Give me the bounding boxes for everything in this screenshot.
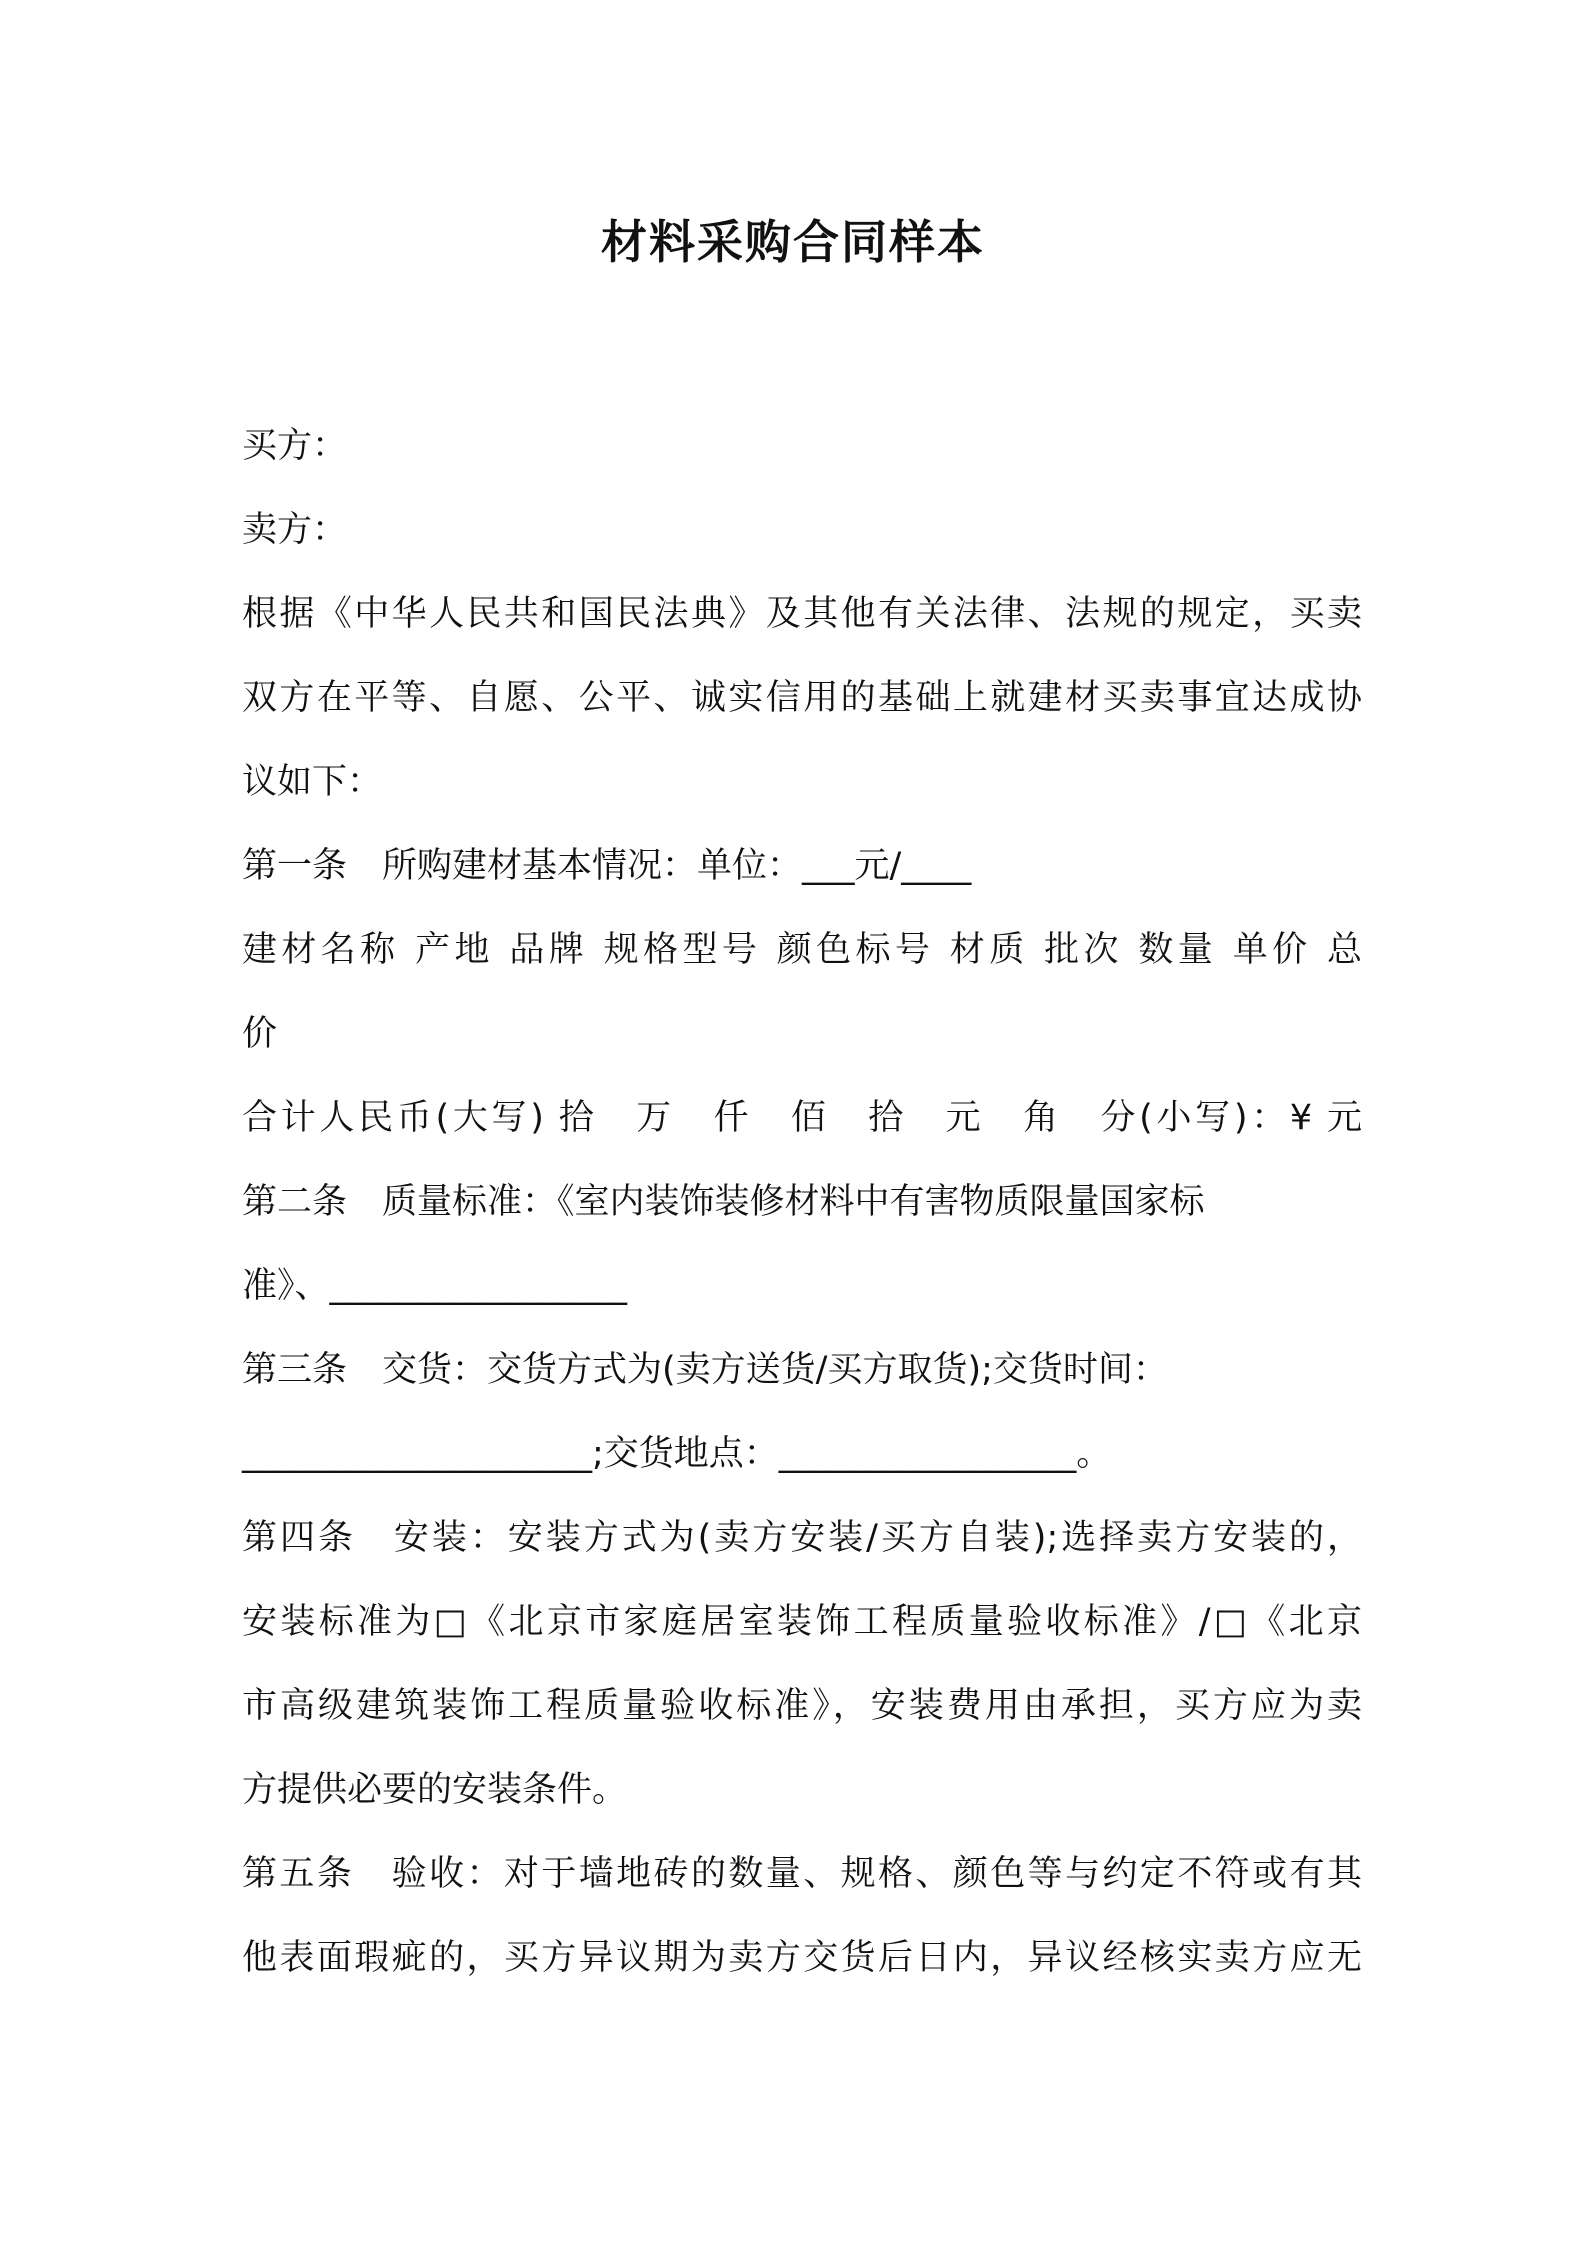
article-4-line-1: 第四条 安装：安装方式为(卖方安装/买方自装);选择卖方安装的， <box>242 1518 1362 1558</box>
article-3-line-2: ____________________;交货地点：_________________。 <box>242 1434 1112 1474</box>
seller-line: 卖方： <box>242 510 348 550</box>
document-title: 材料采购合同样本 <box>601 215 985 269</box>
article-4-line-3: 市高级建筑装饰工程质量验收标准》，安装费用由承担，买方应为卖 <box>242 1686 1362 1726</box>
material-columns-line-2: 价 <box>242 1014 278 1054</box>
preamble-line-1: 根据《中华人民共和国民法典》及其他有关法律、法规的规定，买卖 <box>242 594 1362 634</box>
preamble-line-3: 议如下： <box>242 762 383 802</box>
preamble-line-2: 双方在平等、自愿、公平、诚实信用的基础上就建材买卖事宜达成协 <box>242 678 1362 718</box>
article-5-line-1: 第五条 验收：对于墙地砖的数量、规格、颜色等与约定不符或有其 <box>242 1854 1362 1894</box>
document-body <box>242 404 1362 2000</box>
article-1-line: 第一条 所购建材基本情况：单位：___元/____ <box>242 846 972 886</box>
article-2-line-1: 第二条 质量标准：《室内装饰装修材料中有害物质限量国家标 <box>242 1182 1205 1222</box>
buyer-line: 买方： <box>242 426 348 466</box>
article-5-line-2: 他表面瑕疵的，买方异议期为卖方交货后日内，异议经核实卖方应无 <box>242 1938 1362 1978</box>
article-4-line-4: 方提供必要的安装条件。 <box>242 1770 628 1810</box>
total-amount-line: 合计人民币(大写) 拾 万 仟 佰 拾 元 角 分(小写)：¥ 元 <box>242 1098 1362 1138</box>
material-columns-line: 建材名称 产地 品牌 规格型号 颜色标号 材质 批次 数量 单价 总 <box>242 930 1362 970</box>
article-4-line-2: 安装标准为□《北京市家庭居室装饰工程质量验收标准》/□《北京 <box>242 1602 1362 1642</box>
article-2-line-2: 准》、_________________ <box>242 1266 628 1306</box>
article-3-line-1: 第三条 交货：交货方式为(卖方送货/买方取货);交货时间： <box>242 1350 1168 1390</box>
